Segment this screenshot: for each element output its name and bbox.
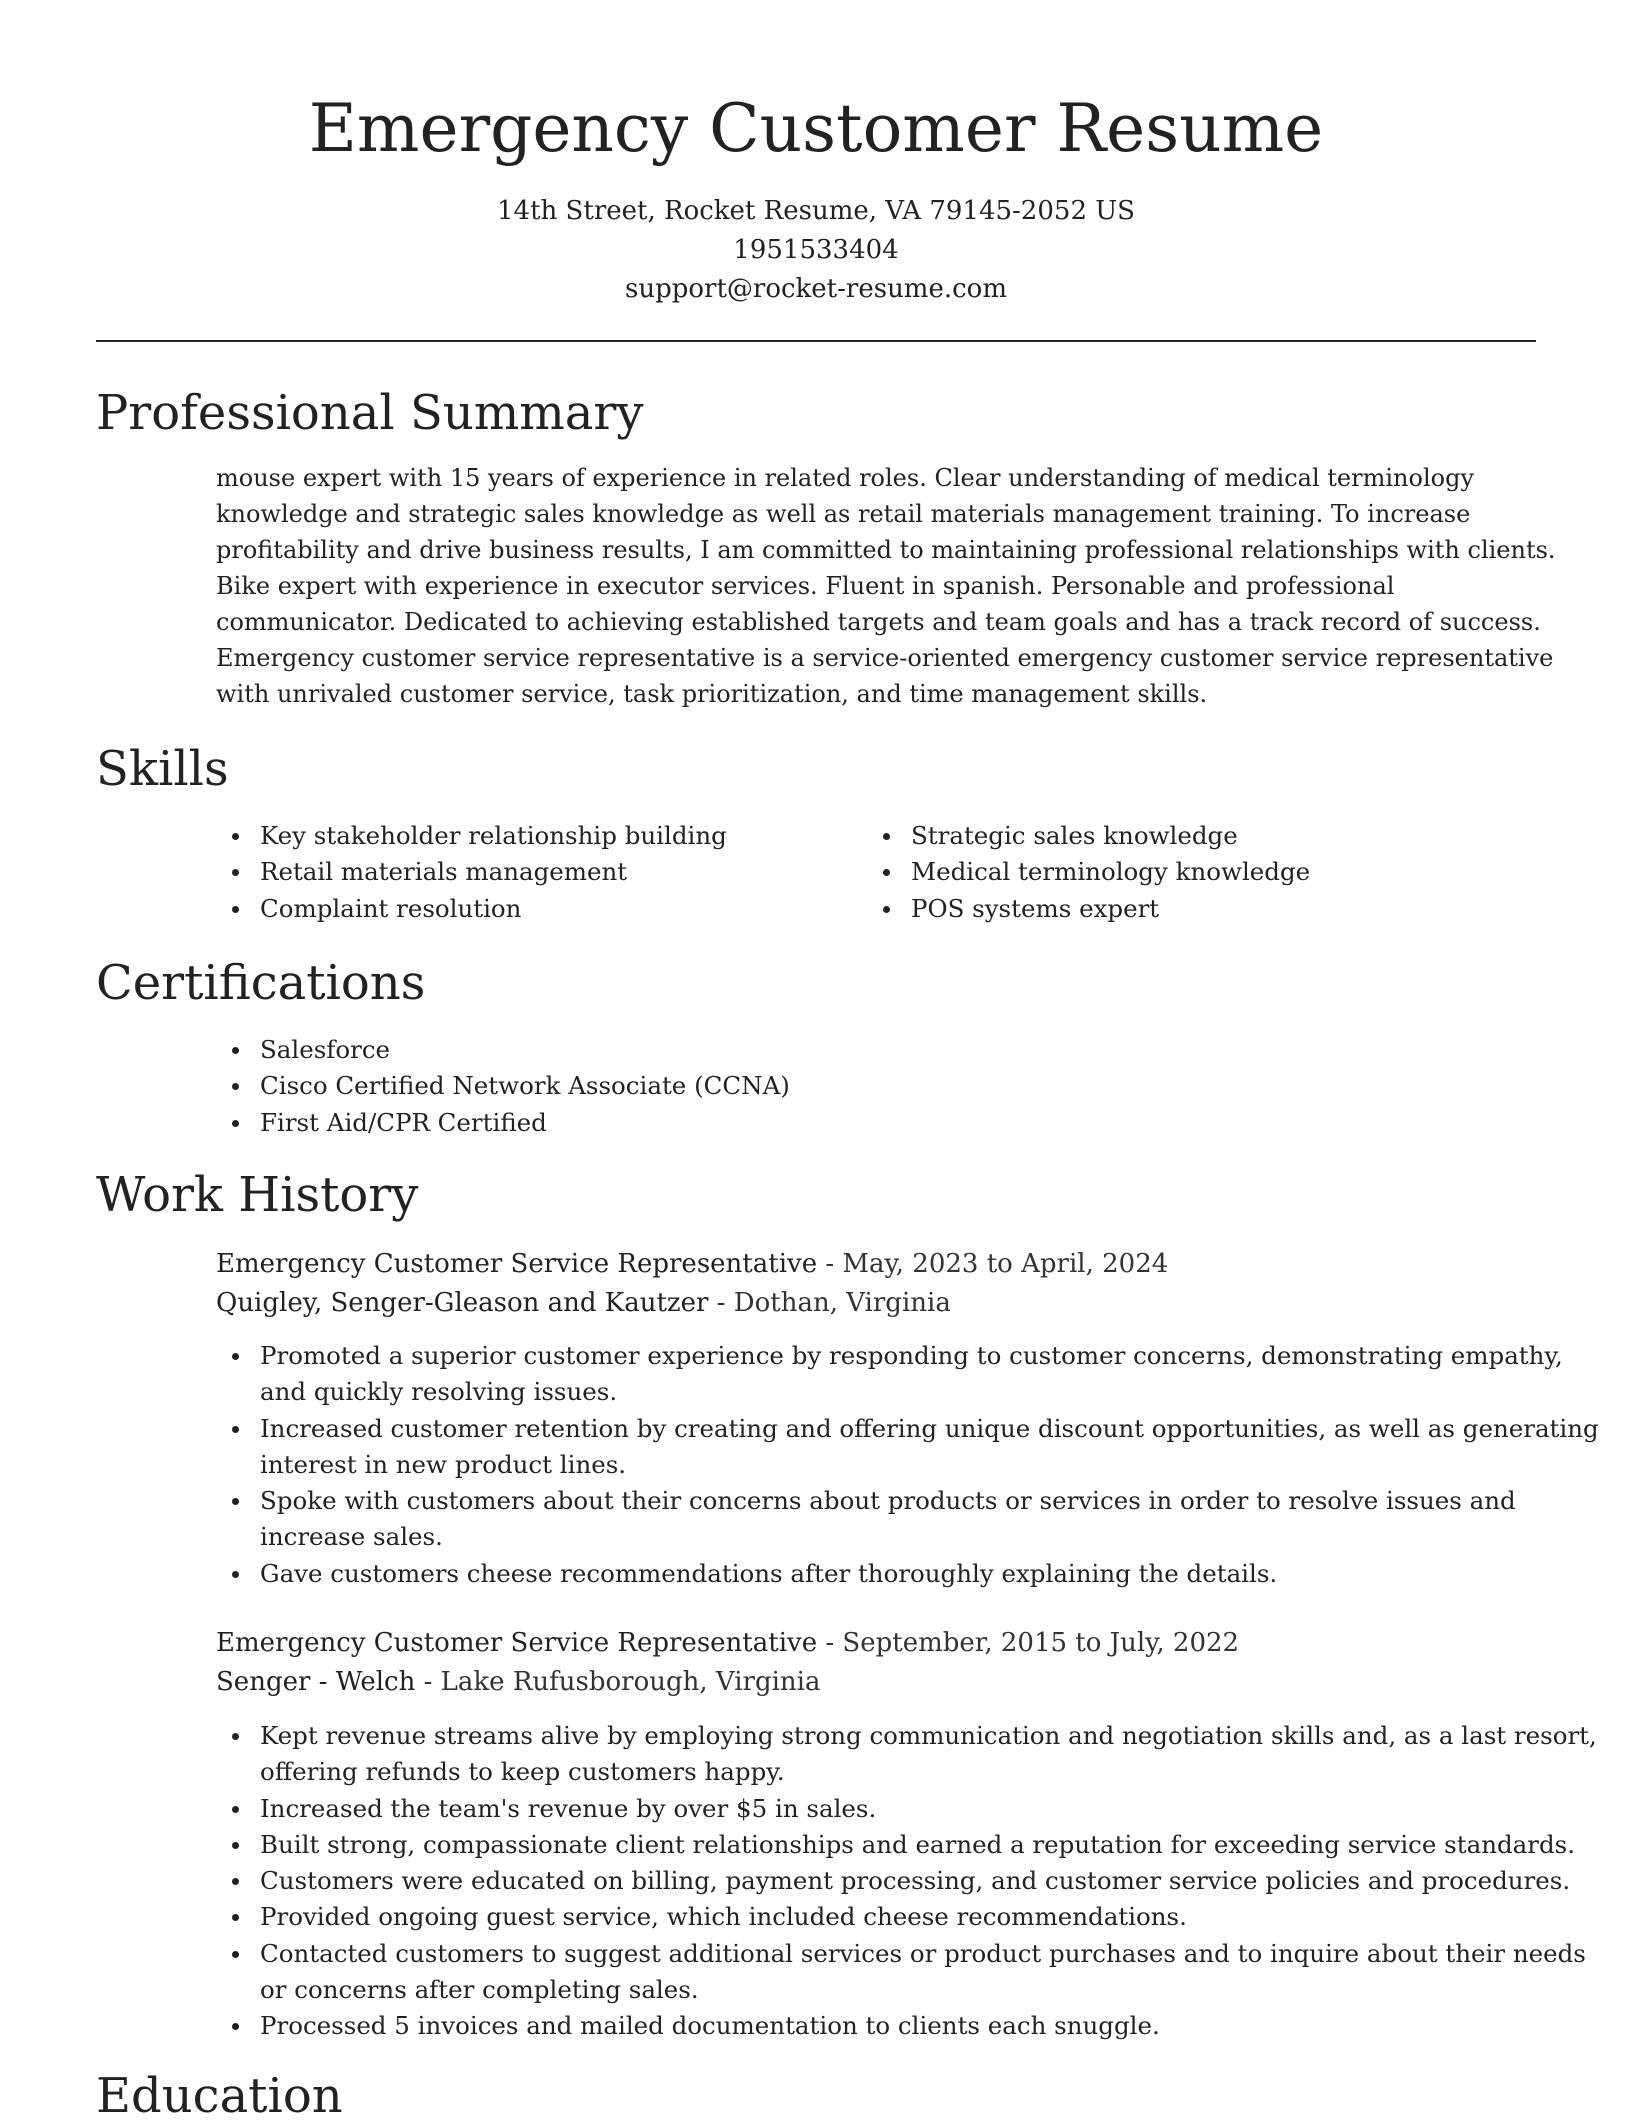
job-bullet-line: Promoted a superior customer experience by responding to customer concerns, demonstrating empathy, — [260, 1341, 1563, 1370]
summary-line: communicator. Dedicated to achieving established targets and team goals and has a track record of success. — [216, 608, 1541, 636]
job-bullet — [216, 1483, 1546, 1556]
job-title: Emergency Customer Service Representative — [216, 1628, 818, 1658]
job-2-title-line — [216, 1624, 1239, 1663]
skills-heading: Skills — [96, 741, 229, 797]
skill-item: Strategic sales knowledge — [867, 818, 1507, 854]
job-dates: - September, 2015 to July, 2022 — [817, 1628, 1240, 1658]
job-title: Emergency Customer Service Representative — [216, 1249, 818, 1279]
certification-item: Cisco Certified Network Associate (CCNA) — [216, 1068, 1516, 1104]
job-bullet-line: interest in new product lines. — [260, 1449, 627, 1479]
summary-line: Bike expert with experience in executor services. Fluent in spanish. Personable and professional — [216, 572, 1395, 600]
contact-address: 14th Street, Rocket Resume, VA 79145-2052 US — [497, 196, 1135, 226]
job-bullet-line: Built strong, compassionate client relationships and earned a reputation for exceeding service standards. — [260, 1829, 1576, 1859]
contact-email: support@rocket-resume.com — [624, 274, 1007, 304]
job-company: Senger - Welch — [216, 1667, 416, 1697]
job-1-company-line — [216, 1284, 951, 1323]
summary-heading: Professional Summary — [96, 385, 644, 441]
job-company: Quigley, Senger-Gleason and Kautzer — [216, 1288, 709, 1318]
job-bullet-line: or concerns after completing sales. — [260, 1975, 699, 2005]
header-divider — [96, 340, 1536, 342]
job-bullet — [216, 1791, 1546, 1827]
job-bullet — [216, 1827, 1576, 1863]
job-bullet — [216, 1899, 1546, 1935]
skill-item: Key stakeholder relationship building — [216, 818, 856, 854]
job-bullet-line: offering refunds to keep customers happy. — [260, 1757, 785, 1787]
job-bullet-line: Contacted customers to suggest additional services or product purchases and to inquire about their needs — [260, 1938, 1586, 1968]
resume-title: Emergency Customer Resume — [308, 90, 1324, 167]
contact-phone: 1951533404 — [733, 235, 899, 265]
summary-text — [216, 460, 1556, 712]
job-bullet — [216, 1338, 1563, 1411]
certification-item: Salesforce — [216, 1032, 1516, 1068]
job-bullet — [216, 1863, 1571, 1899]
certifications-heading: Certifications — [96, 955, 426, 1011]
job-bullet-line: Increased customer retention by creating and offering unique discount opportunities, as well as generating — [260, 1413, 1599, 1443]
skill-item: Complaint resolution — [216, 891, 856, 927]
skills-list-right — [867, 818, 1507, 927]
summary-line: with unrivaled customer service, task prioritization, and time management skills. — [216, 680, 1208, 708]
job-dates: - May, 2023 to April, 2024 — [817, 1249, 1169, 1279]
job-bullet — [216, 1556, 1546, 1592]
job-2-company-line — [216, 1663, 821, 1702]
education-heading: Education — [96, 2068, 343, 2124]
summary-line: Emergency customer service representative is a service-oriented emergency customer service representative — [216, 644, 1554, 672]
job-bullet-line: and quickly resolving issues. — [260, 1377, 618, 1407]
job-bullet — [216, 1936, 1586, 2009]
job-bullet-line: Spoke with customers about their concerns about products or services in order to resolve issues and — [260, 1486, 1516, 1516]
job-bullet-line: Gave customers cheese recommendations after thoroughly explaining the details. — [260, 1558, 1278, 1588]
summary-line: profitability and drive business results, I am committed to maintaining professional relationships with clients. — [216, 536, 1556, 564]
job-bullet-line: Customers were educated on billing, payment processing, and customer service policies and procedures. — [260, 1866, 1571, 1896]
certification-item: First Aid/CPR Certified — [216, 1105, 1516, 1141]
job-location: - Dothan, Virginia — [708, 1288, 951, 1318]
job-1-bullets — [216, 1338, 1599, 1592]
job-bullet-line: Processed 5 invoices and mailed documentation to clients each snuggle. — [260, 2011, 1160, 2041]
job-bullet — [216, 2008, 1546, 2044]
job-1-title-line — [216, 1245, 1168, 1284]
job-location: - Lake Rufusborough, Virginia — [415, 1667, 821, 1697]
summary-line: knowledge and strategic sales knowledge as well as retail materials management training. To increase — [216, 500, 1471, 528]
work-history-heading: Work History — [96, 1167, 419, 1223]
job-bullet-line: Provided ongoing guest service, which included cheese recommendations. — [260, 1902, 1187, 1932]
job-bullet — [216, 1411, 1599, 1484]
skill-item: Medical terminology knowledge — [867, 854, 1507, 890]
job-bullet — [216, 1718, 1597, 1791]
job-bullet-line: Kept revenue streams alive by employing strong communication and negotiation skills and, as a last resort, — [260, 1721, 1597, 1750]
job-bullet-line: Increased the team's revenue by over $5 in sales. — [260, 1793, 877, 1823]
skill-item: Retail materials management — [216, 854, 856, 890]
skill-item: POS systems expert — [867, 891, 1507, 927]
skills-list-left — [216, 818, 856, 927]
job-2-bullets — [216, 1718, 1597, 2045]
summary-line: mouse expert with 15 years of experience in related roles. Clear understanding of medical terminology — [216, 464, 1474, 492]
job-bullet-line: increase sales. — [260, 1522, 443, 1552]
contact-block — [96, 192, 1536, 309]
certifications-list — [216, 1032, 1516, 1141]
